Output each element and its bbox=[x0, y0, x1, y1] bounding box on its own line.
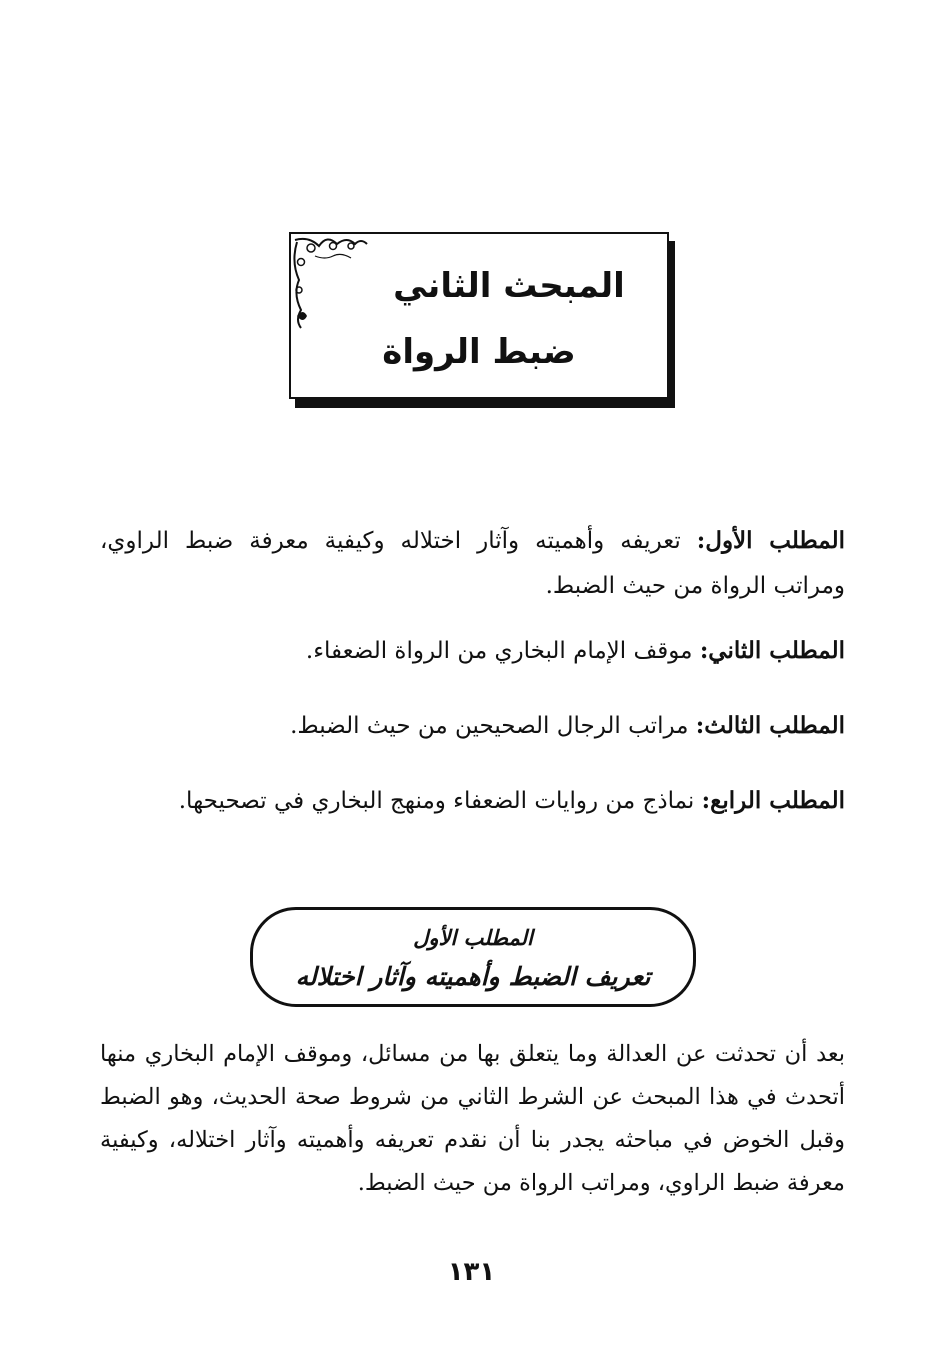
section-text: مراتب الرجال الصحيحين من حيث الضبط. bbox=[290, 713, 696, 739]
section-item-3 bbox=[100, 703, 845, 749]
subsection-subtitle: تعريف الضبط وأهميته وآثار اختلاله bbox=[295, 962, 651, 991]
subsection-title: المطلب الأول bbox=[413, 926, 533, 950]
chapter-title-frame bbox=[289, 232, 669, 399]
section-label: المطلب الثاني: bbox=[699, 637, 845, 664]
section-item-4 bbox=[100, 778, 845, 824]
section-label: المطلب الرابع: bbox=[701, 787, 845, 814]
chapter-subtitle: ضبط الرواة bbox=[382, 332, 576, 372]
section-text: نماذج من روايات الضعفاء ومنهج البخاري في تصحيحها. bbox=[178, 788, 702, 814]
section-item-2 bbox=[100, 628, 845, 674]
section-label: المطلب الثالث: bbox=[695, 712, 845, 739]
section-label: المطلب الأول: bbox=[696, 527, 845, 554]
section-item-1 bbox=[100, 518, 845, 609]
page-number: ١٣١ bbox=[447, 1257, 496, 1287]
chapter-title: المبحث الثاني bbox=[393, 266, 625, 306]
body-paragraph: بعد أن تحدثت عن العدالة وما يتعلق بها من مسائل، وموقف الإمام البخاري منها أتحدث في هذا المبحث عن الشرط الثاني من شروط صحة الحديث، وهو الضبط وقبل الخوض في مباحثه يجدر بنا أن نقدم تعريفه وأهميته وآثار اختلاله، وكيفية معرفة ضبط الراوي، ومراتب الرواة من حيث الضبط. bbox=[100, 1041, 845, 1196]
section-text: موقف الإمام البخاري من الرواة الضعفاء. bbox=[305, 638, 700, 664]
subsection-heading-box bbox=[250, 907, 696, 1007]
section-text: تعريفه وأهميته وآثار اختلاله وكيفية معرفة ضبط الراوي، ومراتب الرواة من حيث الضبط. bbox=[100, 528, 845, 599]
